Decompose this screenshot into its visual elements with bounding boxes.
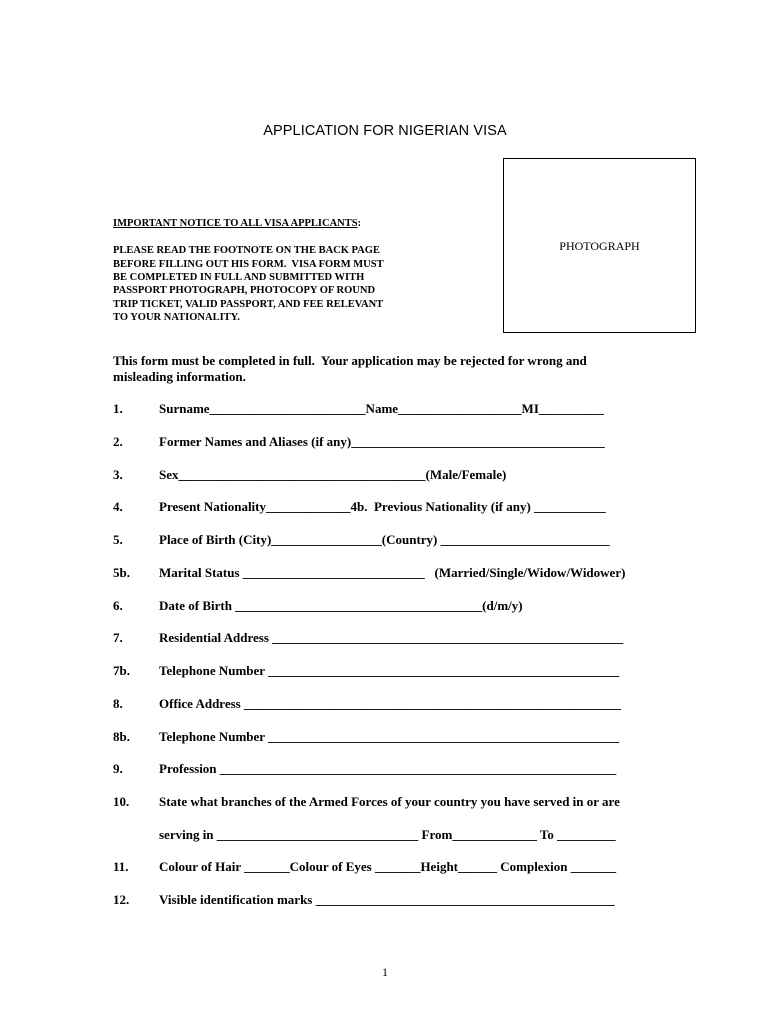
field-armed-forces-question: State what branches of the Armed Forces of your country you have served in or are [159, 794, 620, 809]
page-number: 1 [382, 965, 388, 979]
field-number: 10. [113, 794, 130, 809]
field-number: 11. [113, 859, 129, 874]
photograph-box [503, 158, 696, 333]
field-number: 9. [113, 761, 123, 776]
notice-line: TO YOUR NATIONALITY. [113, 312, 240, 323]
notice-line: PASSPORT PHOTOGRAPH, PHOTOCOPY OF ROUND [113, 285, 376, 296]
form-title: APPLICATION FOR NIGERIAN VISA [263, 123, 507, 139]
field-number: 12. [113, 892, 130, 907]
notice-line: BE COMPLETED IN FULL AND SUBMITTED WITH [113, 272, 365, 283]
field-place-of-birth[interactable]: Place of Birth (City)_________________(Country) __________________________ [159, 532, 610, 547]
field-number: 2. [113, 434, 123, 449]
notice-line: PLEASE READ THE FOOTNOTE ON THE BACK PAGE [113, 245, 380, 256]
field-number: 4. [113, 499, 123, 514]
field-residential-telephone[interactable]: Telephone Number ______________________________________________________ [159, 663, 620, 678]
field-number: 5. [113, 532, 123, 547]
field-physical-description[interactable]: Colour of Hair _______Colour of Eyes _______Height______ Complexion _______ [159, 859, 617, 874]
intro-text-line: This form must be completed in full. Your application may be rejected for wrong and [113, 353, 587, 368]
field-number: 3. [113, 467, 123, 482]
field-nationality[interactable]: Present Nationality_____________4b. Previous Nationality (if any) ___________ [159, 499, 606, 514]
field-marital-status[interactable]: Marital Status ____________________________ (Married/Single/Widow/Widower) [159, 565, 626, 580]
field-identification-marks[interactable]: Visible identification marks ______________________________________________ [159, 892, 615, 907]
field-office-telephone[interactable]: Telephone Number ______________________________________________________ [159, 729, 620, 744]
field-number: 7. [113, 630, 123, 645]
notice-heading-text: IMPORTANT NOTICE TO ALL VISA APPLICANTS [113, 218, 358, 229]
notice-heading-colon: : [357, 218, 362, 229]
field-residential-address[interactable]: Residential Address ______________________________________________________ [159, 630, 624, 645]
field-armed-forces-service[interactable]: serving in _______________________________ From_____________ To _________ [159, 827, 616, 842]
field-sex[interactable]: Sex______________________________________(Male/Female) [159, 467, 507, 482]
field-number: 5b. [113, 565, 130, 580]
field-profession[interactable]: Profession _____________________________________________________________ [159, 761, 617, 776]
field-surname-name-mi[interactable]: Surname________________________Name___________________MI__________ [159, 401, 604, 416]
field-number: 6. [113, 598, 123, 613]
field-date-of-birth[interactable]: Date of Birth ______________________________________(d/m/y) [159, 598, 523, 613]
intro-text-line: misleading information. [113, 369, 246, 384]
field-office-address[interactable]: Office Address __________________________________________________________ [159, 696, 621, 711]
field-number: 8. [113, 696, 123, 711]
field-former-names[interactable]: Former Names and Aliases (if any)_______________________________________ [159, 434, 605, 449]
notice-heading [113, 218, 361, 229]
notice-line: BEFORE FILLING OUT HIS FORM. VISA FORM MUST [113, 259, 384, 270]
notice-line: TRIP TICKET, VALID PASSPORT, AND FEE RELEVANT [113, 299, 384, 310]
field-number: 8b. [113, 729, 130, 744]
field-number: 7b. [113, 663, 130, 678]
field-number: 1. [113, 401, 123, 416]
photograph-label: PHOTOGRAPH [559, 239, 640, 253]
